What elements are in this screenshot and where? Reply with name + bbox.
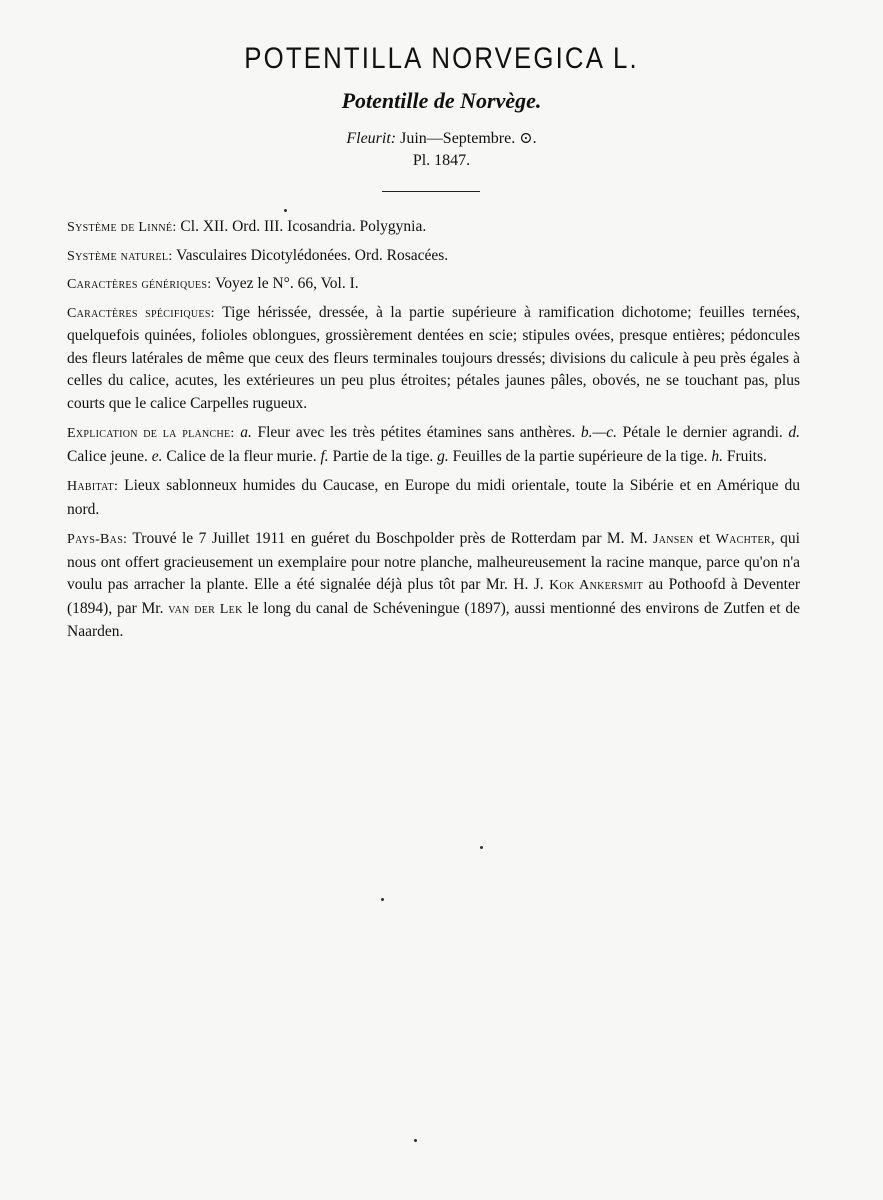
french-name: Potentille de Norvège. [341, 88, 542, 113]
figure-text: Calice jeune. [67, 447, 152, 465]
description-body [67, 216, 800, 651]
figure-key: d. [788, 424, 801, 441]
figure-key: a. [240, 424, 252, 441]
person-name: Kok Ankersmit [549, 578, 644, 593]
figure-text: Partie de la tige. [328, 447, 438, 465]
specks [480, 846, 483, 849]
person-name: Jansen [653, 532, 694, 547]
person-name: van der Lek [168, 601, 243, 617]
section-pays-bas [67, 528, 800, 644]
section-habitat [67, 475, 800, 521]
person-name: Wachter [715, 532, 771, 547]
section-text: Cl. XII. Ord. III. Icosandria. Polygynia. [180, 218, 427, 235]
section-specifiques [67, 302, 800, 416]
figure-text: Fruits. [722, 447, 767, 465]
section-text: Trouvé le 7 Juillet 1911 en guéret du Boschpolder près de Rotterdam par M. M. [132, 530, 653, 547]
flowering-label: Fleurit: [346, 130, 397, 147]
specks [414, 1139, 417, 1142]
section-linne [67, 216, 800, 240]
flowering-period [0, 128, 883, 148]
section-label: Caractères spécifiques: [67, 305, 215, 321]
section-text: Lieux sablonneux humides du Caucase, en Europe du midi orientale, toute la Sibérie et en Amérique du nord. [67, 477, 801, 518]
figure-text: Pétale le dernier agrandi. [617, 424, 789, 441]
figure-key: h. [711, 447, 723, 465]
section-text: Vasculaires Dicotylédonées. Ord. Rosacées. [176, 246, 449, 264]
section-text: le long du canal de Schéveningue (1897), aussi mentionné des environs de Zutfen et de Naarden. [67, 599, 800, 640]
section-label: Pays-Bas: [67, 532, 128, 547]
species-title: POTENTILLA NORVEGICA L. [244, 42, 639, 75]
figure-text: Feuilles de la partie supérieure de la tige. [448, 447, 712, 465]
plate-number: Pl. 1847. [412, 152, 471, 169]
specks [381, 898, 384, 901]
section-label: Habitat: [67, 479, 119, 494]
section-label: Système naturel: [67, 248, 173, 264]
specks [284, 209, 287, 212]
flowering-value: Juin—Septembre. ⊙. [400, 130, 537, 147]
section-text: au Pothoofd à Deventer (1894), par Mr. [67, 576, 800, 617]
figure-key: g. [437, 447, 449, 465]
figure-key: b.—c. [580, 424, 618, 441]
section-generiques [67, 273, 800, 297]
section-naturel [67, 245, 800, 269]
figure-key: e. [151, 447, 163, 465]
section-label: Explication de la planche: [67, 426, 235, 441]
section-text: Tige hérissée, dressée, à la partie supérieure à ramification dichotome; feuilles ternées, quelquefois quinées, folioles oblongues, grossièrement dentées en scie; stipules ovées, presque entières; pédoncules des fleurs latérales de même que ceux des fleurs terminales toujours dressés; divisions du calicule à peu près égales à celles du calice, acutes, les extérieures un peu plus étroites; pétales jaunes pâles, obovés, ne se touchant pas, plus courts que le calice Carpelles rugueux. [67, 303, 800, 412]
figure-key: f. [320, 447, 329, 465]
figure-text: Fleur avec les très pétites étamines sans anthères. [251, 424, 581, 441]
section-label: Caractères génériques: [67, 277, 212, 292]
section-label: Système de Linné: [67, 220, 177, 235]
section-explication [67, 422, 800, 468]
section-text: et [693, 530, 716, 547]
section-text: Voyez le N°. 66, Vol. I. [215, 275, 359, 292]
section-text: , qui nous ont offert gracieusement un exemplaire pour notre planche, malheureusement la racine manque, parce qu'on n'a voulu pas arracher la plante. Elle a été signalée déjà plus tôt par Mr. H. J. [67, 530, 800, 593]
divider-rule [382, 191, 480, 192]
figure-text: Calice de la fleur murie. [162, 447, 321, 465]
